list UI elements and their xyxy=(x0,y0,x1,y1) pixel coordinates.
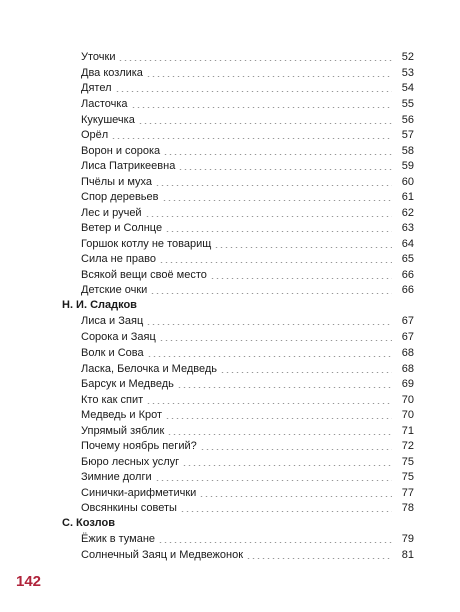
entry-page: 61 xyxy=(401,191,414,203)
dot-leader xyxy=(155,480,392,481)
toc-entry xyxy=(81,330,414,344)
author-heading: Н. И. Сладков xyxy=(62,299,137,311)
toc-entry xyxy=(81,144,414,158)
dot-leader xyxy=(150,293,392,294)
entry-title: Пчёлы и муха xyxy=(81,176,153,188)
dot-leader xyxy=(118,60,392,61)
toc-entry xyxy=(81,175,414,189)
entry-title: Сорока и Заяц xyxy=(81,331,156,343)
dot-leader xyxy=(165,418,392,419)
toc-entry xyxy=(81,159,414,173)
toc-entry xyxy=(81,128,414,142)
entry-page: 54 xyxy=(401,82,414,94)
dot-leader xyxy=(146,76,392,77)
toc-entry xyxy=(81,190,414,204)
entry-title: Ласка, Белочка и Медведь xyxy=(81,363,217,375)
entry-title: Лиса Патрикеевна xyxy=(81,160,176,172)
entry-title: Барсук и Медведь xyxy=(81,378,174,390)
toc-entry xyxy=(81,113,414,127)
dot-leader xyxy=(200,449,392,450)
entry-title: Упрямый зяблик xyxy=(81,425,165,437)
toc-entry xyxy=(81,314,414,328)
toc-entry xyxy=(81,439,414,453)
dot-leader xyxy=(147,356,392,357)
dot-leader xyxy=(246,558,392,559)
entry-title: Спор деревьев xyxy=(81,191,159,203)
dot-leader xyxy=(159,340,392,341)
dot-leader xyxy=(145,216,392,217)
dot-leader xyxy=(177,387,392,388)
entry-title: Орёл xyxy=(81,129,109,141)
toc-entry xyxy=(81,362,414,376)
entry-title: Волк и Сова xyxy=(81,347,144,359)
toc-entry xyxy=(81,470,414,484)
toc-entry xyxy=(81,81,414,95)
entry-title: Бюро лесных услуг xyxy=(81,456,180,468)
entry-title: Всякой вещи своё место xyxy=(81,269,207,281)
entry-page: 79 xyxy=(401,533,414,545)
entry-title: Ворон и сорока xyxy=(81,145,161,157)
toc-entry xyxy=(81,532,414,546)
entry-page: 78 xyxy=(401,502,414,514)
entry-title: Ветер и Солнце xyxy=(81,222,163,234)
entry-title: Ласточка xyxy=(81,98,128,110)
toc-entry xyxy=(81,268,414,282)
dot-leader xyxy=(159,262,392,263)
dot-leader xyxy=(210,278,392,279)
dot-leader xyxy=(111,138,392,139)
toc-entry xyxy=(81,50,414,64)
entry-page: 63 xyxy=(401,222,414,234)
entry-page: 77 xyxy=(401,487,414,499)
entry-title: Солнечный Заяц и Медвежонок xyxy=(81,549,244,561)
author-heading: С. Козлов xyxy=(62,517,115,529)
dot-leader xyxy=(182,465,392,466)
entry-page: 72 xyxy=(401,440,414,452)
entry-title: Синички-арифметички xyxy=(81,487,197,499)
toc-entry xyxy=(81,408,414,422)
toc-entry xyxy=(81,455,414,469)
entry-title: Два козлика xyxy=(81,67,143,79)
dot-leader xyxy=(214,247,392,248)
toc-entry xyxy=(81,486,414,500)
toc-entry xyxy=(81,252,414,266)
toc-entry xyxy=(81,283,414,297)
entry-page: 66 xyxy=(401,269,414,281)
entry-page: 65 xyxy=(401,253,414,265)
toc-entry xyxy=(81,97,414,111)
dot-leader xyxy=(138,123,392,124)
entry-page: 66 xyxy=(401,284,414,296)
entry-title: Ёжик в тумане xyxy=(81,533,156,545)
entry-title: Медведь и Крот xyxy=(81,409,163,421)
dot-leader xyxy=(180,511,392,512)
entry-title: Овсянкины советы xyxy=(81,502,177,514)
toc-entry xyxy=(81,377,414,391)
dot-leader xyxy=(178,169,392,170)
entry-page: 59 xyxy=(401,160,414,172)
entry-page: 57 xyxy=(401,129,414,141)
entry-title: Сила не право xyxy=(81,253,156,265)
entry-title: Уточки xyxy=(81,51,116,63)
entry-title: Лес и ручей xyxy=(81,207,142,219)
entry-title: Дятел xyxy=(81,82,112,94)
toc-entry xyxy=(81,237,414,251)
entry-page: 52 xyxy=(401,51,414,63)
dot-leader xyxy=(199,496,392,497)
dot-leader xyxy=(131,107,392,108)
dot-leader xyxy=(158,542,392,543)
entry-page: 56 xyxy=(401,114,414,126)
entry-page: 55 xyxy=(401,98,414,110)
entry-page: 81 xyxy=(401,549,414,561)
entry-page: 53 xyxy=(401,67,414,79)
entry-page: 64 xyxy=(401,238,414,250)
page-number: 142 xyxy=(16,573,42,590)
dot-leader xyxy=(146,324,392,325)
dot-leader xyxy=(220,372,392,373)
entry-page: 68 xyxy=(401,363,414,375)
toc-entry xyxy=(81,424,414,438)
entry-page: 69 xyxy=(401,378,414,390)
entry-page: 70 xyxy=(401,394,414,406)
entry-page: 67 xyxy=(401,331,414,343)
toc-entry xyxy=(81,393,414,407)
entry-title: Горшок котлу не товарищ xyxy=(81,238,212,250)
entry-title: Детские очки xyxy=(81,284,148,296)
toc-entry xyxy=(81,501,414,515)
entry-page: 71 xyxy=(401,425,414,437)
dot-leader xyxy=(167,434,392,435)
entry-page: 60 xyxy=(401,176,414,188)
entry-title: Зимние долги xyxy=(81,471,152,483)
entry-title: Кто как спит xyxy=(81,394,144,406)
entry-page: 75 xyxy=(401,471,414,483)
dot-leader xyxy=(163,154,392,155)
toc-entry xyxy=(81,206,414,220)
entry-page: 62 xyxy=(401,207,414,219)
dot-leader xyxy=(115,91,393,92)
dot-leader xyxy=(162,200,393,201)
dot-leader xyxy=(155,185,392,186)
entry-page: 70 xyxy=(401,409,414,421)
entry-page: 58 xyxy=(401,145,414,157)
entry-page: 67 xyxy=(401,315,414,327)
toc-entry xyxy=(81,221,414,235)
entry-title: Лиса и Заяц xyxy=(81,315,144,327)
entry-title: Почему ноябрь пегий? xyxy=(81,440,197,452)
entry-page: 75 xyxy=(401,456,414,468)
toc-entry xyxy=(81,346,414,360)
entry-page: 68 xyxy=(401,347,414,359)
entry-title: Кукушечка xyxy=(81,114,135,126)
toc-entry xyxy=(81,548,414,562)
toc-entry xyxy=(81,66,414,80)
dot-leader xyxy=(165,231,392,232)
dot-leader xyxy=(146,403,392,404)
